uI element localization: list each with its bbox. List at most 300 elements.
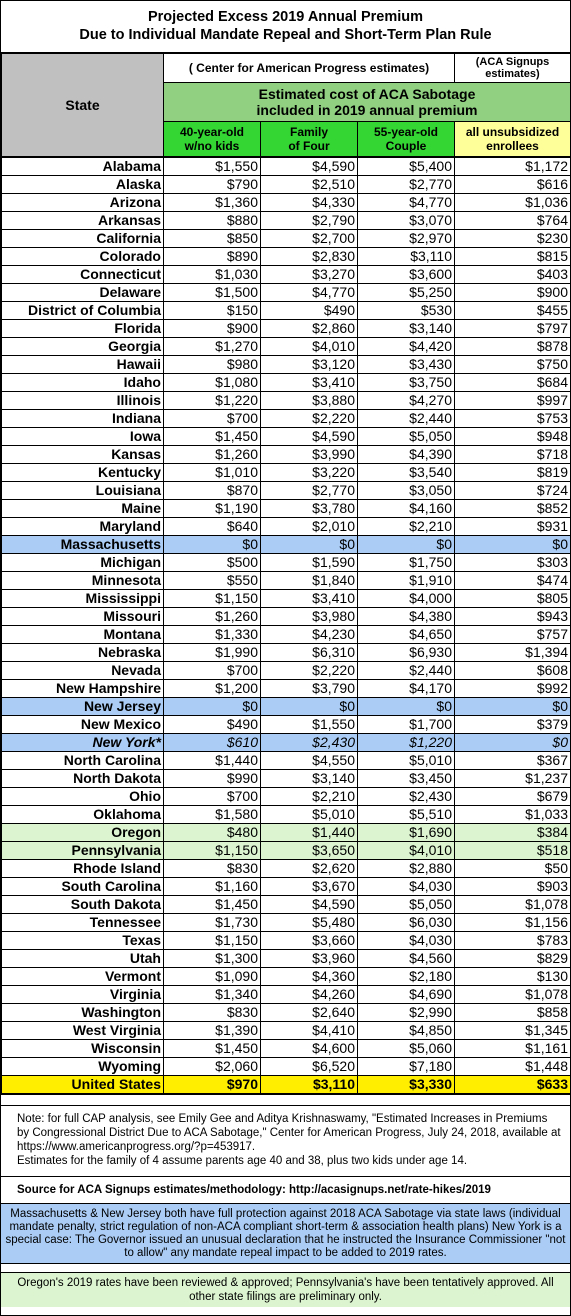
state-cell: Georgia	[2, 338, 164, 356]
table-row	[2, 1040, 571, 1058]
state-cell: Oregon	[2, 824, 164, 842]
state-cell: Ohio	[2, 788, 164, 806]
value-unsubsidized-cell: $367	[455, 752, 571, 770]
title-line-1: Projected Excess 2019 Annual Premium	[147, 9, 424, 25]
value-couple-cell: $2,880	[358, 860, 455, 878]
value-40-cell: $1,500	[164, 284, 261, 302]
state-cell: Vermont	[2, 968, 164, 986]
state-cell: New Jersey	[2, 698, 164, 716]
value-family-cell: $3,990	[261, 446, 358, 464]
value-unsubsidized-cell: $1,033	[455, 806, 571, 824]
value-couple-cell: $4,270	[358, 392, 455, 410]
value-40-cell: $1,340	[164, 986, 261, 1004]
value-couple-cell: $5,050	[358, 428, 455, 446]
value-unsubsidized-cell: $819	[455, 464, 571, 482]
value-unsubsidized-cell: $764	[455, 212, 571, 230]
value-unsubsidized-cell: $518	[455, 842, 571, 860]
state-cell: New Hampshire	[2, 680, 164, 698]
table-row	[2, 950, 571, 968]
value-40-cell: $1,550	[164, 158, 261, 176]
value-unsubsidized-cell: $750	[455, 356, 571, 374]
table-row	[2, 716, 571, 734]
value-40-cell: $830	[164, 1004, 261, 1022]
value-unsubsidized-cell: $931	[455, 518, 571, 536]
value-couple-cell: $4,000	[358, 590, 455, 608]
value-unsubsidized-cell: $997	[455, 392, 571, 410]
title-line-2: Due to Individual Mandate Repeal and Short-Term Plan Rule	[79, 27, 492, 43]
value-40-cell: $1,330	[164, 626, 261, 644]
table-row	[2, 752, 571, 770]
state-cell: Hawaii	[2, 356, 164, 374]
table-row	[2, 284, 571, 302]
table-row	[2, 878, 571, 896]
value-couple-cell: $5,400	[358, 158, 455, 176]
value-unsubsidized-cell: $474	[455, 572, 571, 590]
table-row	[2, 590, 571, 608]
value-couple-cell: $4,030	[358, 932, 455, 950]
value-couple-cell: $2,210	[358, 518, 455, 536]
value-family-cell: $2,700	[261, 230, 358, 248]
table-row	[2, 842, 571, 860]
value-couple-cell: $3,600	[358, 266, 455, 284]
value-40-cell: $1,270	[164, 338, 261, 356]
table-row	[2, 338, 571, 356]
value-unsubsidized-cell: $50	[455, 860, 571, 878]
value-40-cell: $640	[164, 518, 261, 536]
state-cell: Colorado	[2, 248, 164, 266]
value-40-cell: $1,200	[164, 680, 261, 698]
value-40-cell: $610	[164, 734, 261, 752]
value-family-cell: $4,330	[261, 194, 358, 212]
value-40-cell: $1,150	[164, 932, 261, 950]
state-cell: Mississippi	[2, 590, 164, 608]
value-couple-cell: $5,010	[358, 752, 455, 770]
value-40-cell: $1,580	[164, 806, 261, 824]
table-row	[2, 968, 571, 986]
value-family-cell: $4,600	[261, 1040, 358, 1058]
state-cell: Connecticut	[2, 266, 164, 284]
value-40-cell: $880	[164, 212, 261, 230]
value-family-cell: $2,770	[261, 482, 358, 500]
state-cell: Louisiana	[2, 482, 164, 500]
value-family-cell: $0	[261, 698, 358, 716]
cap-note-text: Note: for full CAP analysis, see Emily Gee and Aditya Krishnaswamy, "Estimated Increases in Premiums by Congressional District Due to ACA Sabotage," Center for American Progress, July 24, 2018, available at https://www.americanprogress.org/?p=453917.	[17, 1113, 561, 1153]
value-couple-cell: $1,750	[358, 554, 455, 572]
state-cell: Minnesota	[2, 572, 164, 590]
state-cell: New Mexico	[2, 716, 164, 734]
state-cell: Alaska	[2, 176, 164, 194]
value-unsubsidized-cell: $903	[455, 878, 571, 896]
value-40-cell: $1,450	[164, 896, 261, 914]
table-row	[2, 194, 571, 212]
col-55-year-old-couple: 55-year-old Couple	[358, 122, 455, 157]
value-couple-cell: $6,030	[358, 914, 455, 932]
value-family-cell: $3,670	[261, 878, 358, 896]
value-unsubsidized-cell: $679	[455, 788, 571, 806]
value-40-cell: $2,060	[164, 1058, 261, 1076]
value-family-cell: $0	[261, 536, 358, 554]
sabotage-line-2: included in 2019 annual premium	[256, 102, 478, 118]
table-row	[2, 410, 571, 428]
value-40-cell: $1,360	[164, 194, 261, 212]
value-40-cell: $480	[164, 824, 261, 842]
value-couple-cell: $5,060	[358, 1040, 455, 1058]
value-couple-cell: $0	[358, 698, 455, 716]
state-cell: Virginia	[2, 986, 164, 1004]
state-cell: District of Columbia	[2, 302, 164, 320]
state-cell: West Virginia	[2, 1022, 164, 1040]
table-row	[2, 608, 571, 626]
state-cell: Tennessee	[2, 914, 164, 932]
aca-source-line-1: (ACA Signups	[475, 56, 550, 68]
value-family-cell: $3,220	[261, 464, 358, 482]
value-unsubsidized-cell: $858	[455, 1004, 571, 1022]
value-40-cell: $1,260	[164, 608, 261, 626]
value-family-cell: $3,790	[261, 680, 358, 698]
value-40-cell: $1,450	[164, 428, 261, 446]
state-cell: South Carolina	[2, 878, 164, 896]
table-row	[2, 464, 571, 482]
col-all-unsubsidized: all unsubsidized enrollees	[455, 122, 571, 157]
value-family-cell: $2,220	[261, 410, 358, 428]
value-unsubsidized-cell: $0	[455, 536, 571, 554]
value-couple-cell: $3,450	[358, 770, 455, 788]
state-cell: Oklahoma	[2, 806, 164, 824]
state-cell: Alabama	[2, 158, 164, 176]
value-family-cell: $3,110	[261, 1076, 358, 1094]
state-cell: Wyoming	[2, 1058, 164, 1076]
table-row	[2, 320, 571, 338]
table-row	[2, 644, 571, 662]
table-row	[2, 1004, 571, 1022]
value-40-cell: $1,990	[164, 644, 261, 662]
value-couple-cell: $2,430	[358, 788, 455, 806]
value-couple-cell: $4,010	[358, 842, 455, 860]
value-unsubsidized-cell: $0	[455, 698, 571, 716]
value-40-cell: $700	[164, 410, 261, 428]
state-cell: Utah	[2, 950, 164, 968]
value-family-cell: $3,120	[261, 356, 358, 374]
state-cell: Missouri	[2, 608, 164, 626]
value-couple-cell: $7,180	[358, 1058, 455, 1076]
table-header	[1, 53, 571, 157]
value-family-cell: $2,640	[261, 1004, 358, 1022]
value-40-cell: $890	[164, 248, 261, 266]
value-couple-cell: $3,140	[358, 320, 455, 338]
state-cell: Illinois	[2, 392, 164, 410]
value-family-cell: $4,590	[261, 896, 358, 914]
value-family-cell: $4,260	[261, 986, 358, 1004]
value-unsubsidized-cell: $616	[455, 176, 571, 194]
value-couple-cell: $2,440	[358, 410, 455, 428]
table-row	[2, 1058, 571, 1076]
value-unsubsidized-cell: $718	[455, 446, 571, 464]
value-couple-cell: $2,970	[358, 230, 455, 248]
note-spacer	[1, 1264, 570, 1273]
state-cell: Arkansas	[2, 212, 164, 230]
value-unsubsidized-cell: $608	[455, 662, 571, 680]
sabotage-header	[164, 83, 571, 122]
state-cell: Massachusetts	[2, 536, 164, 554]
state-cell: Pennsylvania	[2, 842, 164, 860]
approval-note: Oregon's 2019 rates have been reviewed & approved; Pennsylvania's have been tentatively approved. All other state filings are preliminary only.	[1, 1273, 570, 1307]
value-unsubsidized-cell: $757	[455, 626, 571, 644]
table-row	[2, 680, 571, 698]
value-unsubsidized-cell: $878	[455, 338, 571, 356]
value-40-cell: $1,260	[164, 446, 261, 464]
state-cell: Washington	[2, 1004, 164, 1022]
value-family-cell: $2,220	[261, 662, 358, 680]
value-family-cell: $2,860	[261, 320, 358, 338]
value-family-cell: $3,660	[261, 932, 358, 950]
value-unsubsidized-cell: $992	[455, 680, 571, 698]
value-40-cell: $830	[164, 860, 261, 878]
value-family-cell: $3,140	[261, 770, 358, 788]
value-unsubsidized-cell: $805	[455, 590, 571, 608]
value-unsubsidized-cell: $1,448	[455, 1058, 571, 1076]
table-spacer	[1, 1094, 570, 1106]
value-couple-cell: $3,540	[358, 464, 455, 482]
value-family-cell: $3,410	[261, 374, 358, 392]
state-cell: California	[2, 230, 164, 248]
value-40-cell: $0	[164, 536, 261, 554]
value-couple-cell: $5,510	[358, 806, 455, 824]
value-couple-cell: $5,250	[358, 284, 455, 302]
sabotage-line-1: Estimated cost of ACA Sabotage	[258, 86, 476, 102]
state-cell: Nebraska	[2, 644, 164, 662]
value-couple-cell: $6,930	[358, 644, 455, 662]
value-40-cell: $1,030	[164, 266, 261, 284]
table-row	[2, 1076, 571, 1094]
value-40-cell: $790	[164, 176, 261, 194]
table-row	[2, 914, 571, 932]
state-cell: Texas	[2, 932, 164, 950]
value-couple-cell: $4,160	[358, 500, 455, 518]
cap-source-label: ( Center for American Progress estimates)	[164, 54, 455, 83]
value-unsubsidized-cell: $1,394	[455, 644, 571, 662]
value-couple-cell: $5,050	[358, 896, 455, 914]
value-unsubsidized-cell: $379	[455, 716, 571, 734]
value-family-cell: $6,520	[261, 1058, 358, 1076]
value-unsubsidized-cell: $797	[455, 320, 571, 338]
table-row	[2, 230, 571, 248]
table-row	[2, 554, 571, 572]
table-row	[2, 302, 571, 320]
value-couple-cell: $1,700	[358, 716, 455, 734]
value-unsubsidized-cell: $900	[455, 284, 571, 302]
value-family-cell: $6,310	[261, 644, 358, 662]
value-40-cell: $1,150	[164, 590, 261, 608]
state-cell: Kentucky	[2, 464, 164, 482]
value-family-cell: $3,650	[261, 842, 358, 860]
value-unsubsidized-cell: $753	[455, 410, 571, 428]
value-40-cell: $1,730	[164, 914, 261, 932]
value-family-cell: $1,550	[261, 716, 358, 734]
value-family-cell: $2,430	[261, 734, 358, 752]
value-40-cell: $990	[164, 770, 261, 788]
value-couple-cell: $530	[358, 302, 455, 320]
value-family-cell: $4,410	[261, 1022, 358, 1040]
state-cell: Idaho	[2, 374, 164, 392]
value-40-cell: $1,010	[164, 464, 261, 482]
value-couple-cell: $4,850	[358, 1022, 455, 1040]
state-cell: New York*	[2, 734, 164, 752]
state-cell: Rhode Island	[2, 860, 164, 878]
value-couple-cell: $3,070	[358, 212, 455, 230]
state-cell: Kansas	[2, 446, 164, 464]
table-row	[2, 266, 571, 284]
value-40-cell: $550	[164, 572, 261, 590]
value-couple-cell: $4,690	[358, 986, 455, 1004]
value-couple-cell: $4,390	[358, 446, 455, 464]
state-cell: North Carolina	[2, 752, 164, 770]
state-cell: Florida	[2, 320, 164, 338]
table-row	[2, 698, 571, 716]
value-unsubsidized-cell: $1,036	[455, 194, 571, 212]
state-cell: Maine	[2, 500, 164, 518]
value-40-cell: $870	[164, 482, 261, 500]
value-unsubsidized-cell: $384	[455, 824, 571, 842]
value-40-cell: $1,190	[164, 500, 261, 518]
cap-note	[1, 1106, 570, 1177]
value-couple-cell: $3,750	[358, 374, 455, 392]
value-couple-cell: $0	[358, 536, 455, 554]
table-row	[2, 212, 571, 230]
page-title	[1, 1, 570, 53]
value-couple-cell: $4,770	[358, 194, 455, 212]
value-unsubsidized-cell: $1,156	[455, 914, 571, 932]
value-family-cell: $4,550	[261, 752, 358, 770]
value-unsubsidized-cell: $455	[455, 302, 571, 320]
value-couple-cell: $2,440	[358, 662, 455, 680]
value-family-cell: $2,620	[261, 860, 358, 878]
value-40-cell: $490	[164, 716, 261, 734]
value-40-cell: $1,160	[164, 878, 261, 896]
value-family-cell: $5,010	[261, 806, 358, 824]
table-row	[2, 536, 571, 554]
value-unsubsidized-cell: $829	[455, 950, 571, 968]
value-family-cell: $3,880	[261, 392, 358, 410]
value-family-cell: $4,010	[261, 338, 358, 356]
value-couple-cell: $3,330	[358, 1076, 455, 1094]
value-40-cell: $0	[164, 698, 261, 716]
value-unsubsidized-cell: $130	[455, 968, 571, 986]
value-40-cell: $1,080	[164, 374, 261, 392]
value-family-cell: $4,360	[261, 968, 358, 986]
value-40-cell: $500	[164, 554, 261, 572]
value-family-cell: $3,410	[261, 590, 358, 608]
value-40-cell: $850	[164, 230, 261, 248]
value-unsubsidized-cell: $684	[455, 374, 571, 392]
value-family-cell: $3,270	[261, 266, 358, 284]
table-row	[2, 662, 571, 680]
table-row	[2, 482, 571, 500]
value-family-cell: $4,770	[261, 284, 358, 302]
value-couple-cell: $4,170	[358, 680, 455, 698]
value-family-cell: $2,510	[261, 176, 358, 194]
value-family-cell: $5,480	[261, 914, 358, 932]
value-unsubsidized-cell: $1,237	[455, 770, 571, 788]
state-cell: United States	[2, 1076, 164, 1094]
table-row	[2, 788, 571, 806]
aca-source-note: Source for ACA Signups estimates/methodology: http://acasignups.net/rate-hikes/2019	[1, 1177, 570, 1204]
value-family-cell: $4,590	[261, 428, 358, 446]
value-couple-cell: $1,220	[358, 734, 455, 752]
aca-source-label	[455, 54, 571, 83]
value-couple-cell: $4,650	[358, 626, 455, 644]
state-cell: South Dakota	[2, 896, 164, 914]
value-40-cell: $1,150	[164, 842, 261, 860]
value-family-cell: $3,960	[261, 950, 358, 968]
table-row	[2, 356, 571, 374]
table-row	[2, 770, 571, 788]
state-cell: Indiana	[2, 410, 164, 428]
value-40-cell: $980	[164, 356, 261, 374]
value-couple-cell: $3,430	[358, 356, 455, 374]
value-couple-cell: $1,690	[358, 824, 455, 842]
value-40-cell: $1,220	[164, 392, 261, 410]
value-family-cell: $3,780	[261, 500, 358, 518]
value-unsubsidized-cell: $633	[455, 1076, 571, 1094]
value-40-cell: $1,090	[164, 968, 261, 986]
value-family-cell: $2,010	[261, 518, 358, 536]
table-row	[2, 248, 571, 266]
value-40-cell: $1,450	[164, 1040, 261, 1058]
value-family-cell: $2,210	[261, 788, 358, 806]
value-unsubsidized-cell: $783	[455, 932, 571, 950]
value-40-cell: $970	[164, 1076, 261, 1094]
protection-note: Massachusetts & New Jersey both have full protection against 2018 ACA Sabotage via state laws (individual mandate penalty, strict regulation of non-ACA compliant short-term & association health plans) New York is a special case: The Governor issued an unusual declaration that he instructed the Insurance Commissioner "not to allow" any mandate repeal impact to be added to 2019 rates.	[1, 1204, 570, 1264]
table-row	[2, 572, 571, 590]
value-unsubsidized-cell: $943	[455, 608, 571, 626]
value-family-cell: $4,230	[261, 626, 358, 644]
state-cell: Iowa	[2, 428, 164, 446]
data-table	[1, 157, 571, 1094]
table-row	[2, 176, 571, 194]
value-40-cell: $700	[164, 662, 261, 680]
table-row	[2, 986, 571, 1004]
table-row	[2, 374, 571, 392]
col-family-of-four: Family of Four	[261, 122, 358, 157]
value-family-cell: $1,840	[261, 572, 358, 590]
value-couple-cell: $2,180	[358, 968, 455, 986]
value-couple-cell: $4,030	[358, 878, 455, 896]
value-40-cell: $700	[164, 788, 261, 806]
value-family-cell: $2,830	[261, 248, 358, 266]
state-cell: Nevada	[2, 662, 164, 680]
table-row	[2, 518, 571, 536]
table-row	[2, 626, 571, 644]
state-cell: Maryland	[2, 518, 164, 536]
value-unsubsidized-cell: $0	[455, 734, 571, 752]
table-row	[2, 824, 571, 842]
value-couple-cell: $4,420	[358, 338, 455, 356]
value-couple-cell: $4,380	[358, 608, 455, 626]
table-row	[2, 500, 571, 518]
value-family-cell: $1,590	[261, 554, 358, 572]
value-couple-cell: $4,560	[358, 950, 455, 968]
aca-source-line-2: estimates)	[485, 68, 540, 80]
state-cell: Wisconsin	[2, 1040, 164, 1058]
value-family-cell: $490	[261, 302, 358, 320]
value-couple-cell: $2,770	[358, 176, 455, 194]
value-unsubsidized-cell: $1,345	[455, 1022, 571, 1040]
state-cell: Montana	[2, 626, 164, 644]
value-unsubsidized-cell: $1,161	[455, 1040, 571, 1058]
value-unsubsidized-cell: $230	[455, 230, 571, 248]
value-unsubsidized-cell: $815	[455, 248, 571, 266]
value-unsubsidized-cell: $948	[455, 428, 571, 446]
